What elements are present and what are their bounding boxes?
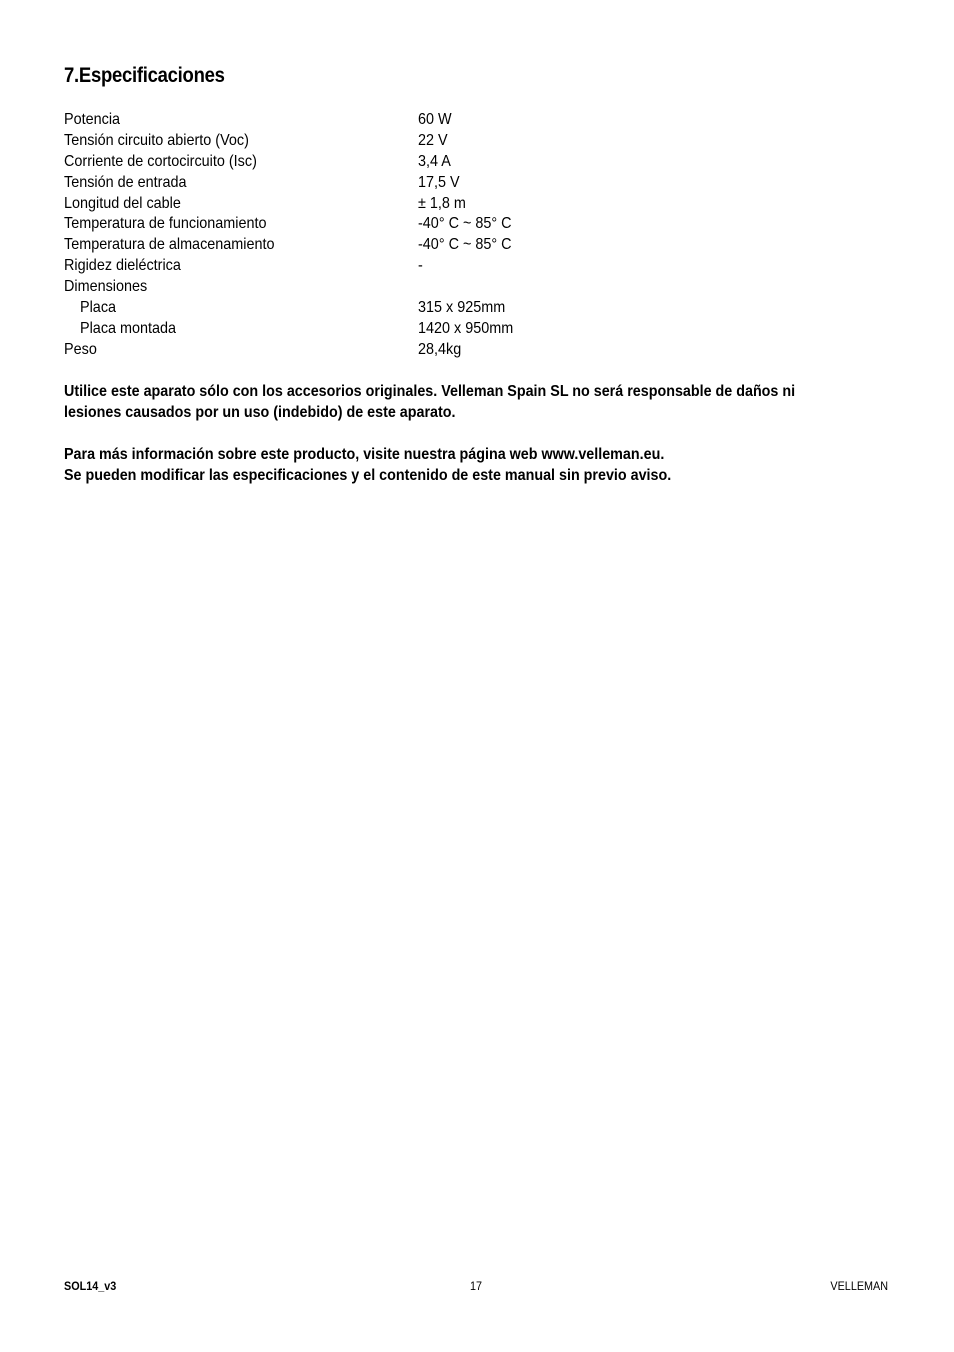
spec-value: 3,4 A [418,152,451,170]
footer-doc-code: SOL14_v3 [64,1279,117,1293]
spec-value: -40° C ~ 85° C [418,215,512,233]
spec-value: 315 x 925mm [418,299,506,317]
spec-row [64,131,764,152]
spec-value: ± 1,8 m [418,194,466,212]
disclaimer-line: Utilice este aparato sólo con los accesorios originales. Velleman Spain SL no será responsable de daños ni [64,383,796,400]
spec-table [64,110,764,361]
spec-label: Placa montada [80,319,177,337]
spec-value: 17,5 V [418,173,460,191]
spec-value: 22 V [418,131,448,149]
info-notice [64,445,894,486]
spec-value: 60 W [418,111,452,128]
spec-row [64,214,764,235]
spec-label: Temperatura de almacenamiento [64,236,275,254]
footer-brand: VELLEMAN [830,1279,888,1293]
spec-row [64,110,764,131]
spec-value: 28,4kg [418,340,462,358]
footer-page-number: 17 [470,1279,483,1293]
spec-row [64,194,764,215]
spec-label: Dimensiones [64,278,148,296]
spec-row [64,319,764,340]
disclaimer-notice [64,382,894,423]
spec-label: Tensión de entrada [64,173,187,191]
spec-row [64,277,764,298]
spec-row [64,298,764,319]
spec-label: Longitud del cable [64,194,181,212]
spec-label: Temperatura de funcionamiento [64,215,267,233]
disclaimer-line: lesiones causados por un uso (indebido) de este aparato. [64,403,456,421]
spec-row [64,173,764,194]
spec-row [64,235,764,256]
spec-label: Peso [64,340,97,358]
spec-label: Tensión circuito abierto (Voc) [64,131,249,149]
info-line: Se pueden modificar las especificaciones y el contenido de este manual sin previo aviso. [64,466,672,484]
spec-value: -40° C ~ 85° C [418,236,512,254]
spec-label: Placa [80,299,117,317]
page-title: 7.Especificaciones [64,64,225,87]
spec-label: Corriente de cortocircuito (Isc) [64,152,257,170]
spec-value: 1420 x 950mm [418,319,514,337]
spec-label: Rigidez dieléctrica [64,257,181,275]
info-line: Para más información sobre este producto, visite nuestra página web www.velleman.eu. [64,446,665,463]
spec-value: - [418,257,423,275]
spec-row [64,152,764,173]
spec-row [64,340,764,361]
spec-label: Potencia [64,111,121,128]
spec-row [64,256,764,277]
